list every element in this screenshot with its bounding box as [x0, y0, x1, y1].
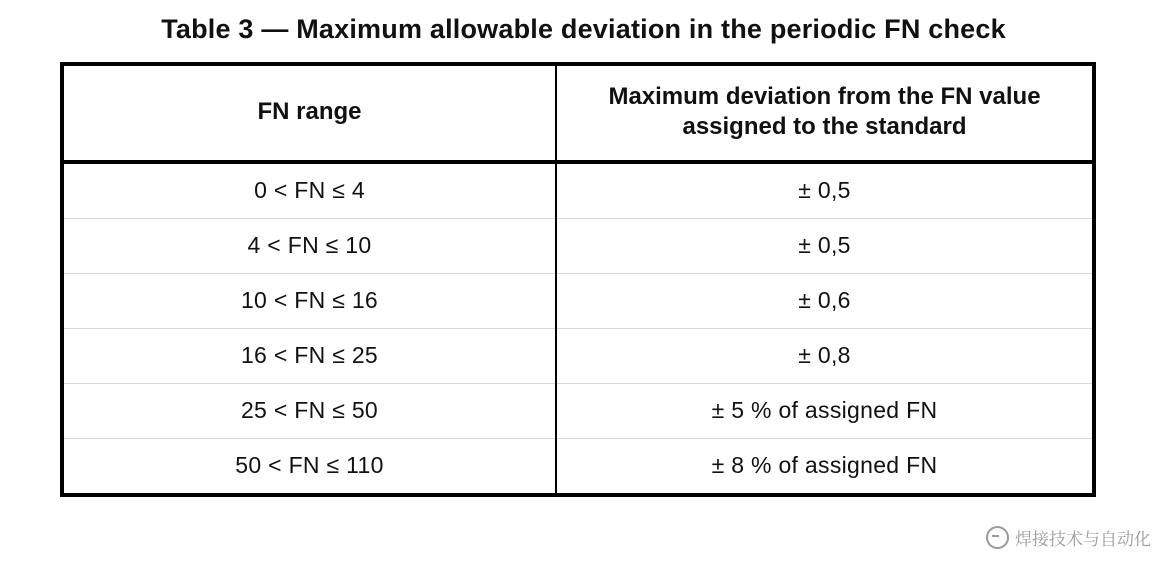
table-row — [62, 219, 1094, 274]
table-row — [62, 384, 1094, 439]
cell-max-deviation: ± 8 % of assigned FN — [556, 439, 1094, 496]
table-caption: Table 3 — Maximum allowable deviation in the periodic FN check — [161, 14, 1006, 44]
column-header-fn-range: FN range — [62, 64, 556, 162]
cell-fn-range: 16 < FN ≤ 25 — [62, 329, 556, 384]
table-row — [62, 274, 1094, 329]
table-row — [62, 329, 1094, 384]
table-row — [62, 439, 1094, 496]
table-container — [60, 62, 1092, 497]
watermark-text: 焊接技术与自动化 — [1015, 530, 1151, 549]
cell-max-deviation: ± 0,6 — [556, 274, 1094, 329]
table-row — [62, 162, 1094, 219]
cell-fn-range: 4 < FN ≤ 10 — [62, 219, 556, 274]
cell-max-deviation: ± 0,5 — [556, 219, 1094, 274]
table-body — [62, 162, 1094, 495]
fn-deviation-table — [60, 62, 1096, 497]
wechat-account-icon — [986, 526, 1009, 549]
table-header — [62, 64, 1094, 162]
table-header-row — [62, 64, 1094, 162]
cell-max-deviation: ± 0,8 — [556, 329, 1094, 384]
cell-fn-range: 0 < FN ≤ 4 — [62, 162, 556, 219]
cell-max-deviation: ± 5 % of assigned FN — [556, 384, 1094, 439]
column-header-max-deviation: Maximum deviation from the FN value assigned to the standard — [556, 64, 1094, 162]
cell-fn-range: 50 < FN ≤ 110 — [62, 439, 556, 496]
cell-fn-range: 10 < FN ≤ 16 — [62, 274, 556, 329]
cell-fn-range: 25 < FN ≤ 50 — [62, 384, 556, 439]
watermark — [986, 525, 1151, 550]
cell-max-deviation: ± 0,5 — [556, 162, 1094, 219]
